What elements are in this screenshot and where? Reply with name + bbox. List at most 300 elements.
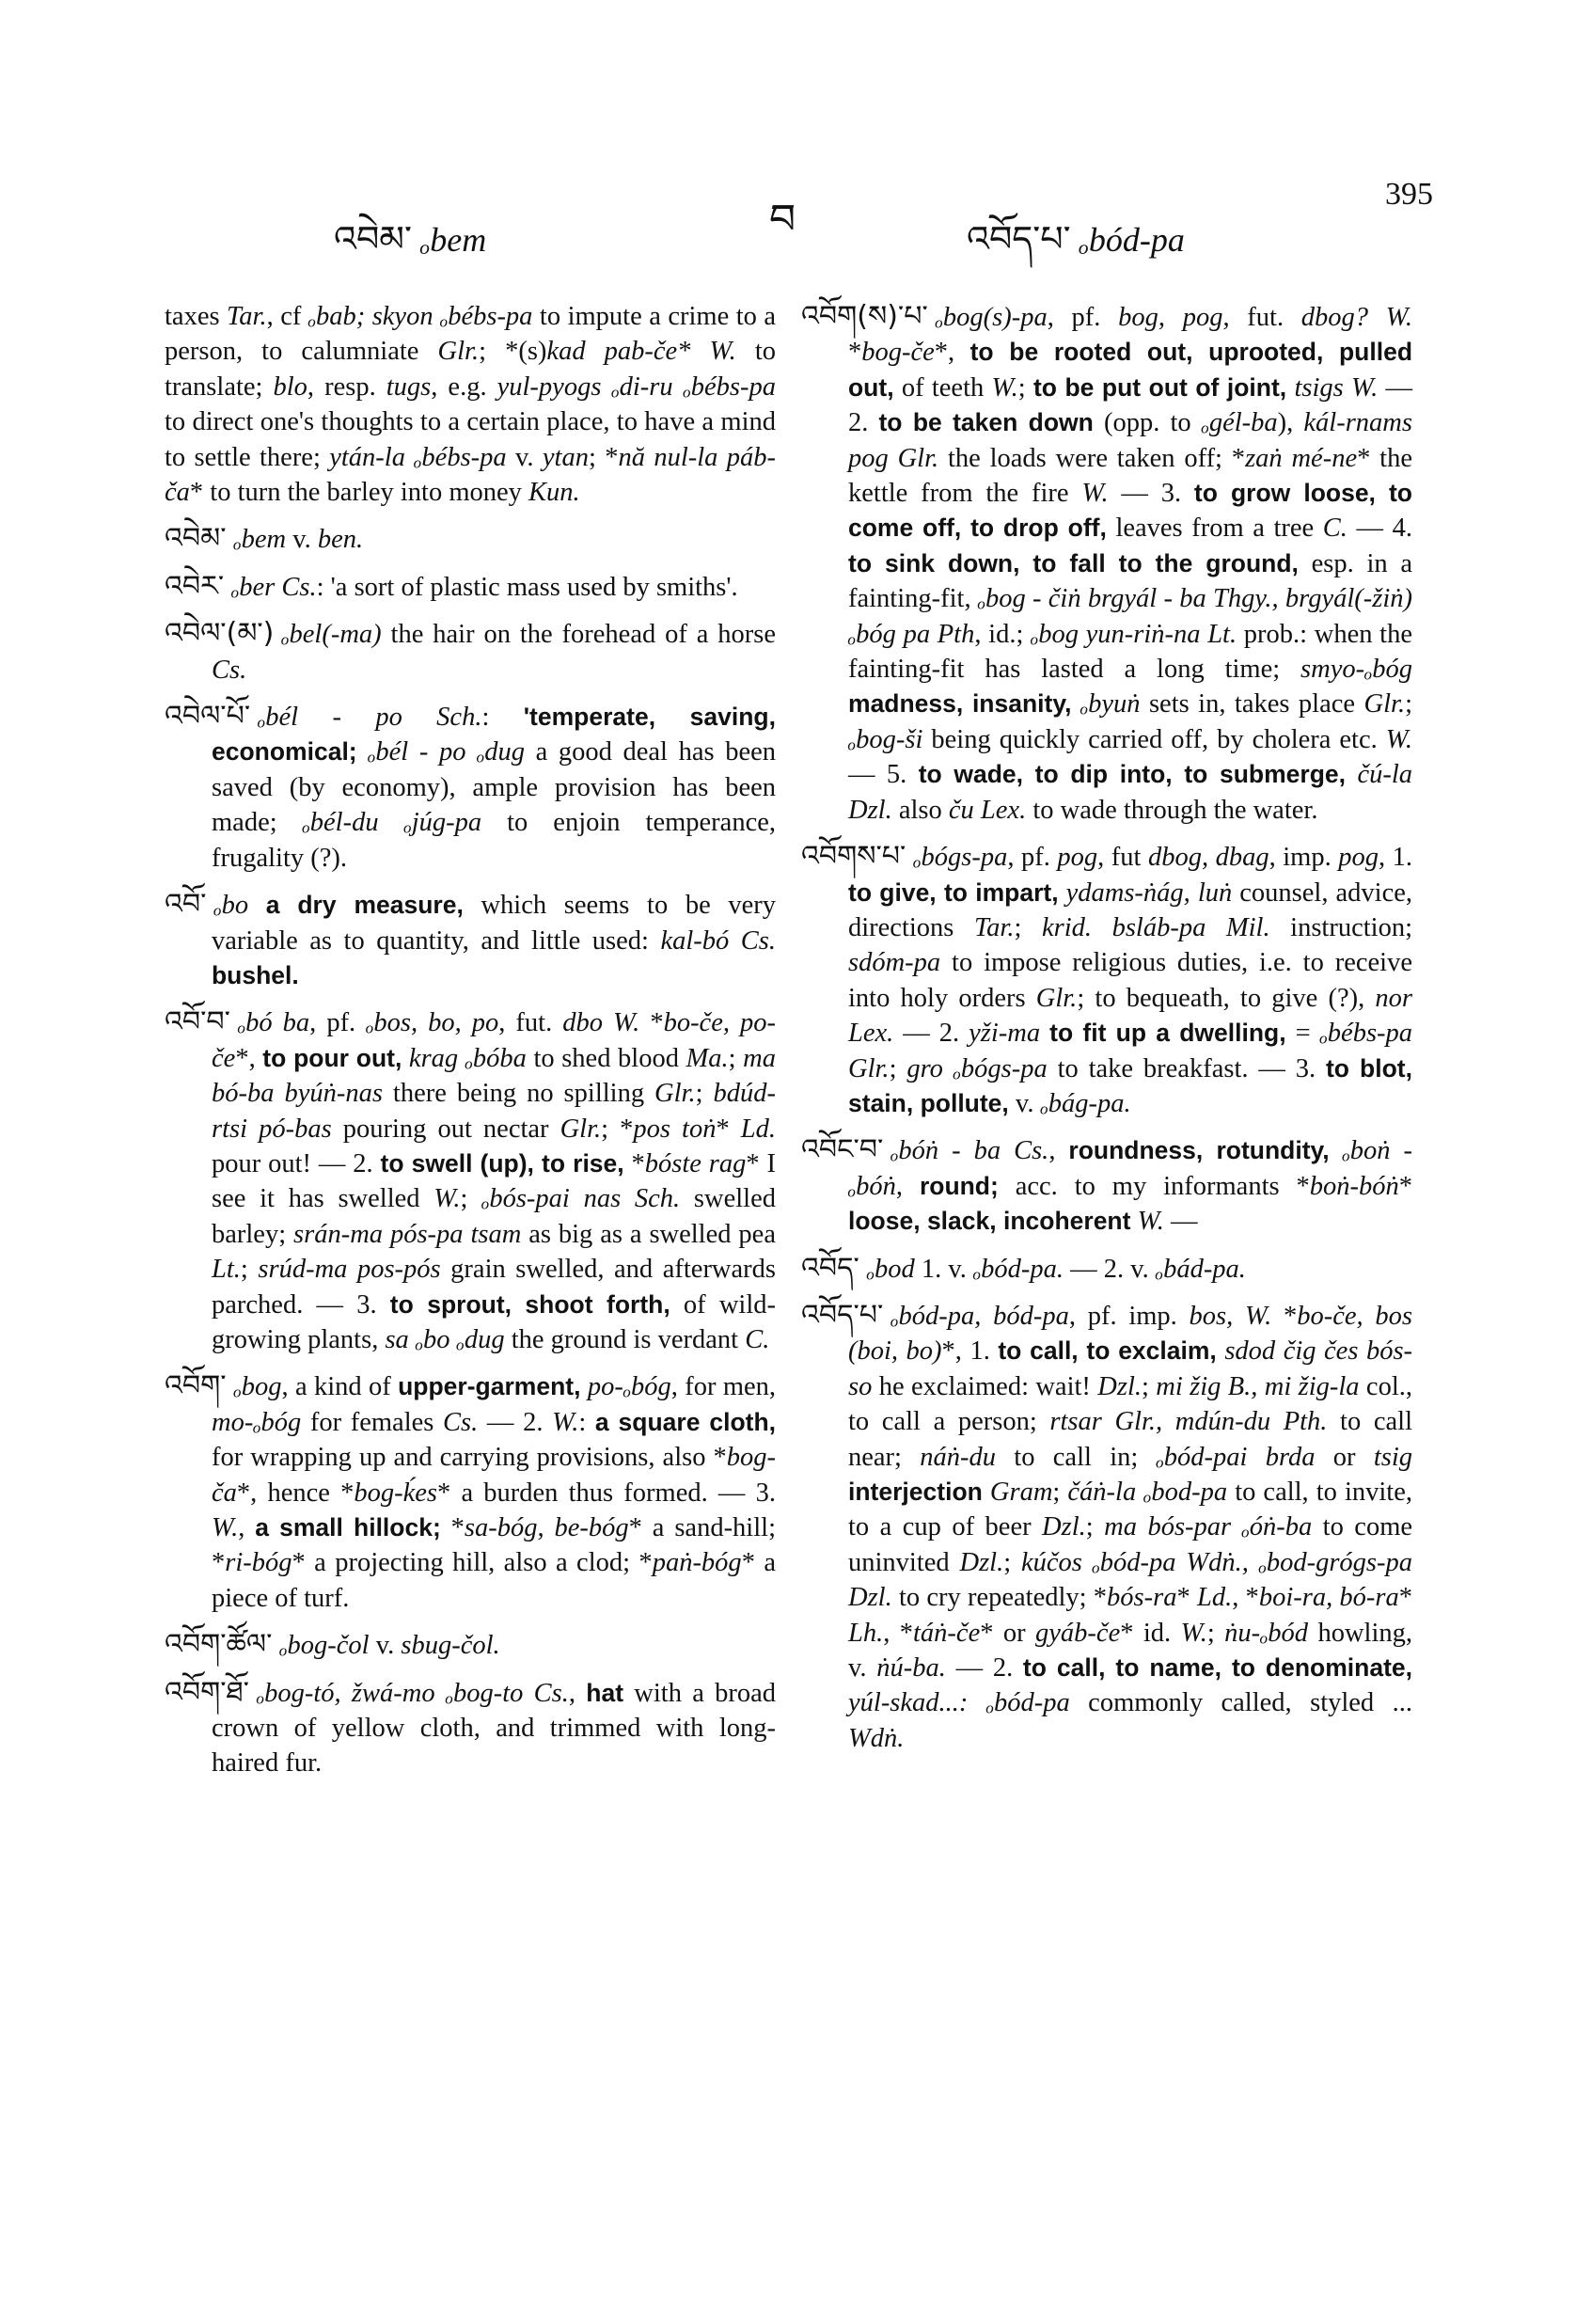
entry-text: — 2. <box>848 372 1413 438</box>
entry-translit-italic: yúl-skad...: ₒbód-pa <box>848 1688 1070 1718</box>
entry-text: ; <box>1142 1371 1157 1401</box>
running-head-right <box>967 218 1185 261</box>
entry-text: there being no spilling <box>382 1079 655 1109</box>
entry-text: , pf. <box>1007 843 1058 873</box>
entry-translit-italic: ydams-ṅág, luṅ <box>1065 877 1233 908</box>
entry-text: * id. <box>1120 1618 1181 1648</box>
entry-translit-italic: Dzl. <box>959 1547 1004 1577</box>
entry-text: — 3. <box>1108 479 1194 509</box>
entry-text: * <box>440 1513 465 1542</box>
entry-text: * <box>716 1114 741 1144</box>
entry-headword-tibetan: འབོག་ཚོལ་ <box>165 1628 273 1662</box>
entry-translit-italic: ma bó-ba byúṅ-nas <box>212 1043 776 1109</box>
entry-text: ; to bequeath, to give (?), <box>1077 983 1376 1013</box>
right-column <box>801 299 1412 1767</box>
entry-translit-italic: ₒbód-pa. <box>973 1254 1064 1284</box>
entry-translit-italic: Tar. <box>973 912 1015 942</box>
entry-text: sets in, takes place <box>1140 689 1364 719</box>
entry-text: * a burden thus formed. — 3. <box>437 1478 776 1508</box>
entry-translit-italic: kúčos ₒbód-pa Wdṅ., ₒbod-grógs-pa Dzl. <box>848 1547 1412 1613</box>
entry-definition-bold: round; <box>919 1171 999 1200</box>
entry-translit-italic: yži-ma <box>969 1019 1041 1049</box>
entry-text: ; <box>240 1255 259 1285</box>
entry-translit-italic: po-ₒbóg <box>587 1372 671 1402</box>
entry-text: being quickly carried off, by cholera etc. <box>922 724 1386 754</box>
entry-text: , <box>1048 1136 1069 1166</box>
entry-translit-italic: ₒbyuṅ <box>1080 689 1141 719</box>
entry-text <box>402 1044 409 1073</box>
entry-translit-italic: Kun. <box>528 478 580 508</box>
entry-translit-italic: ₒbem <box>233 525 287 555</box>
entry-translit-italic: Dzl. <box>1042 1512 1086 1542</box>
entry-text: * <box>1398 1171 1412 1201</box>
entry-text <box>1346 760 1357 789</box>
dictionary-entry <box>165 1368 776 1616</box>
entry-translit-italic: Glr. <box>1035 983 1078 1013</box>
entry-text: commonly called, styled ... <box>1069 1688 1412 1718</box>
entry-translit-italic: ₒbós-pai nas Sch. <box>481 1184 681 1214</box>
entry-text: : <box>481 703 524 733</box>
entry-text: ; <box>1405 689 1412 719</box>
entry-text <box>1059 878 1066 908</box>
entry-text: : <box>578 1407 595 1437</box>
entry-translit-italic: ma bós-par ₒóṅ-ba <box>1104 1512 1313 1542</box>
entry-translit-italic: Glr. <box>654 1079 696 1109</box>
entry-text: , for men, <box>670 1372 777 1402</box>
entry-translit-italic: bos, W. <box>1189 1301 1272 1331</box>
entry-text: to cry repeatedly; * <box>891 1583 1108 1613</box>
entry-text: v. <box>369 1631 402 1661</box>
entry-text: ; <box>889 1053 907 1083</box>
entry-translit-italic: bog-ḱes <box>354 1478 437 1508</box>
entry-definition-bold: a dry measure, <box>265 891 464 920</box>
entry-translit-italic: ₒbab; skyon ₒbébs-pa <box>307 302 533 331</box>
entry-translit-italic: W. <box>1137 1207 1164 1237</box>
entry-headword-tibetan: འབོག་ <box>165 1369 227 1403</box>
entry-definition-bold: bushel. <box>212 960 299 989</box>
entry-definition-bold: to sink down, to fall to the ground, <box>848 548 1299 577</box>
entry-translit-italic: ₒbó ba <box>237 1008 310 1038</box>
entry-translit-italic: boi-ra, bó-ra <box>1258 1583 1399 1613</box>
entry-text: , <box>238 1513 256 1542</box>
entry-translit-italic: sa-bóg, be-bóg <box>464 1513 629 1542</box>
entry-text: leaves from a tree <box>1106 514 1323 544</box>
entry-text: howling, v. <box>848 1618 1413 1684</box>
entry-translit-italic: sdod čig čes bós-so <box>848 1336 1413 1401</box>
entry-translit-italic: dbo W. <box>562 1008 640 1038</box>
entry-text: to enjoin temperance, frugality (?). <box>212 808 776 873</box>
entry-translit-italic: smyo-ₒbóg <box>1300 655 1412 685</box>
entry-translit-italic: ₒbog yun-riṅ-na Lt. <box>1031 619 1237 649</box>
entry-translit-italic: Ld. <box>1196 1583 1233 1613</box>
entry-definition-bold: to be put out of joint, <box>1032 372 1287 402</box>
entry-text: to wade through the water. <box>1026 795 1318 825</box>
section-letter: བ <box>769 197 796 243</box>
entry-text: instruction; <box>1269 912 1412 942</box>
entry-translit-italic: čáṅ-la ₒbod-pa <box>1067 1478 1228 1507</box>
entry-headword-tibetan: འབོ་བ་ <box>165 1005 230 1039</box>
entry-text: , pf. <box>1047 303 1119 332</box>
entry-definition-bold: to call, to exclaim, <box>998 1336 1217 1366</box>
entry-translit-italic: kad pab-če* <box>546 337 691 367</box>
entry-translit-italic: ytán-la ₒbébs-pa <box>329 442 507 472</box>
entry-text: to take breakfast. — 3. <box>1047 1053 1326 1083</box>
entry-text: pouring out nectar <box>331 1114 560 1144</box>
entry-definition-bold: a square cloth, <box>594 1407 777 1436</box>
entry-text: * <box>1271 1301 1298 1331</box>
entry-translit-italic: mo-ₒbóg <box>212 1407 302 1437</box>
entry-text: , cf <box>266 302 308 331</box>
entry-text: — 2. <box>478 1407 553 1437</box>
entry-translit-italic: Glr. <box>1363 689 1406 719</box>
entry-translit-italic: ₒbél-du ₒjúg-pa <box>302 808 482 838</box>
entry-definition-bold: to be taken down <box>878 408 1094 437</box>
entry-text: counsel, advice, directions <box>848 877 1412 942</box>
entry-text: ; * <box>601 1114 634 1144</box>
entry-text: *, <box>235 1043 263 1073</box>
entry-translit-italic: pog <box>1057 843 1098 873</box>
entry-translit-italic: Glr. <box>437 337 480 367</box>
entry-text: , a kind of <box>281 1372 399 1402</box>
entry-text: ), <box>1277 408 1304 438</box>
entry-text: ; <box>1003 1547 1021 1577</box>
entry-text: a good deal has been saved (by economy), ample provision has been made; <box>212 737 776 838</box>
entry-translit-italic: W. <box>1385 724 1412 754</box>
entry-translit-italic: ṅú-ba. <box>876 1653 946 1684</box>
entry-headword-tibetan: འབེར་ <box>165 569 225 603</box>
entry-definition-bold: to pour out, <box>262 1043 402 1072</box>
entry-text: * <box>1398 1583 1412 1613</box>
entry-translit-italic: ₒber <box>231 572 276 602</box>
entry-translit-italic: sa ₒbo ₒdug <box>385 1324 505 1354</box>
entry-text: ; *(s) <box>479 337 547 367</box>
entry-text: esp. in a fainting-fit, <box>848 548 1412 614</box>
entry-definition-bold: to swell (up), to rise, <box>380 1148 624 1178</box>
entry-text: as big as a swelled pea <box>521 1219 776 1249</box>
entry-text: , resp. <box>307 372 386 402</box>
entry-translit-italic: boṅ-bóṅ <box>1309 1171 1399 1201</box>
entry-translit-italic: kál-rnams pog Glr. <box>848 408 1412 473</box>
entry-translit-italic: ₒgél-ba <box>1201 408 1278 438</box>
dictionary-entry <box>165 299 776 510</box>
entry-text <box>357 737 369 767</box>
entry-text: * a piece of turf. <box>212 1548 776 1613</box>
entry-translit-italic: ₒbág-pa. <box>1040 1088 1131 1118</box>
entry-translit-italic: sbug-čol. <box>401 1631 500 1661</box>
entry-translit-italic: ču Lex. <box>948 795 1027 825</box>
entry-translit-italic: C. <box>1322 514 1347 544</box>
entry-definition-bold: loose, slack, incoherent <box>848 1207 1131 1236</box>
entry-definition-bold: to grow loose, to come off, to drop off, <box>848 479 1412 543</box>
entry-text: , <box>568 1678 587 1708</box>
entry-translit-italic: ytan <box>542 442 589 472</box>
entry-translit-italic: bo-če, po-če <box>212 1008 776 1073</box>
entry-text: ; <box>1052 1478 1068 1507</box>
entry-translit-italic: ₒbébs-pa Glr. <box>848 1019 1413 1083</box>
entry-translit-italic: ₒbog-ši <box>848 724 923 754</box>
entry-text: of teeth <box>893 372 992 403</box>
dictionary-entry <box>801 839 1412 1121</box>
dictionary-entry <box>165 1675 776 1781</box>
entry-translit-italic: bóste rag <box>644 1148 747 1178</box>
entry-text: v. <box>286 525 318 555</box>
entry-text: the ground is verdant <box>504 1324 746 1354</box>
entry-translit-italic: ₒbod <box>866 1254 915 1284</box>
entry-translit-italic: ₒbos, bo, po <box>366 1008 499 1038</box>
entry-text <box>690 337 709 366</box>
entry-translit-italic: Glr. <box>559 1114 602 1144</box>
entry-translit-italic: Lh. <box>848 1618 884 1648</box>
entry-translit-italic: ben. <box>317 525 364 555</box>
entry-text: for females <box>301 1407 444 1437</box>
entry-headword-tibetan: འབོགས་པ་ <box>801 840 906 874</box>
entry-text: * the kettle from the fire <box>848 443 1413 509</box>
entry-text: : 'a sort of plastic mass used by smiths'. <box>316 572 738 602</box>
entry-text: which seems to be very variable as to quantity, and little used: <box>212 891 776 956</box>
page-number: 395 <box>1385 177 1433 212</box>
entry-text: of wild-growing plants, <box>212 1289 776 1354</box>
entry-text <box>1330 1136 1343 1165</box>
entry-translit-italic: tsigs W. <box>1294 372 1379 403</box>
entry-text: *, 1. <box>941 1336 999 1367</box>
running-head-left-translit: ₒbem <box>419 221 487 259</box>
entry-text: , 1. <box>1378 843 1413 873</box>
left-column <box>165 299 776 1793</box>
entry-text: , pf. imp. <box>1068 1301 1190 1331</box>
entry-definition-bold: to be rooted out, uprooted, pulled out, <box>848 338 1413 402</box>
entry-text: , fut. <box>498 1008 563 1038</box>
entry-text: grain swelled, and afterwards parched. — 3. <box>212 1255 776 1320</box>
entry-translit-italic: Dzl. <box>1097 1371 1142 1401</box>
entry-headword-tibetan: འབེམ་ <box>165 522 227 556</box>
entry-text: = <box>1285 1019 1320 1049</box>
entry-text: with a broad crown of yellow cloth, and trimmed with long-haired fur. <box>212 1678 777 1779</box>
entry-translit-italic: čú-la Dzl. <box>848 760 1412 825</box>
entry-text: to impute a crime to a person, to calumniate <box>165 302 776 367</box>
entry-text: taxes <box>165 302 228 331</box>
entry-headword-tibetan: འབེལ་པོ་ <box>165 700 251 734</box>
entry-headword-tibetan: འབོག(ས)་པ་ <box>801 300 928 333</box>
entry-text: prob.: when the fainting-fit has lasted a long time; <box>848 619 1412 685</box>
entry-translit-italic: ₒbód-pai brda <box>1156 1442 1316 1472</box>
entry-translit-italic: bdúd-rtsi pó-bas <box>212 1079 776 1144</box>
entry-translit-italic: bós-ra <box>1107 1583 1177 1613</box>
entry-text <box>983 1478 990 1507</box>
entry-text: — 5. <box>848 760 919 790</box>
entry-translit-italic: ₒbóṅ - ba Cs. <box>890 1136 1049 1166</box>
entry-headword-tibetan: འབོ་ <box>165 888 207 922</box>
entry-text: (opp. to <box>1093 408 1202 438</box>
entry-translit-italic: krag ₒbóba <box>408 1043 527 1073</box>
entry-translit-italic: W. <box>1081 479 1109 509</box>
entry-translit-italic: ₒbél - po ₒdug <box>368 737 525 767</box>
entry-text: , fut <box>1097 843 1148 873</box>
running-head-right-translit: ₒbód-pa <box>1079 221 1185 259</box>
running-head-right-tibetan: འབོད་པ་ <box>967 218 1071 260</box>
dictionary-entry <box>801 1298 1412 1756</box>
entry-translit-italic: bog-ča <box>212 1443 776 1508</box>
entry-translit-italic: tugs <box>386 372 432 402</box>
entry-translit-italic: srán-ma pós-pa tsam <box>293 1219 522 1249</box>
entry-text: — <box>1163 1207 1198 1237</box>
entry-text <box>1130 1207 1137 1236</box>
entry-text: to direct one's thoughts to a certain place, to have a mind to settle there; <box>165 407 776 472</box>
entry-text: ; <box>1014 912 1042 942</box>
entry-text: , * <box>883 1618 914 1648</box>
entry-translit-italic: rtsar Glr., mdún-du Pth. <box>1049 1407 1328 1437</box>
dictionary-entry <box>801 299 1412 828</box>
entry-text: to call near; <box>848 1407 1412 1472</box>
entry-translit-italic: ₒboṅ - ₒbóṅ <box>848 1136 1413 1201</box>
entry-text: * a projecting hill, also a clod; * <box>292 1548 653 1578</box>
entry-translit-italic: ₒbo <box>213 891 249 921</box>
entry-definition-bold: upper-garment, <box>398 1372 581 1401</box>
entry-text: * I see it has swelled <box>212 1148 777 1214</box>
entry-text: to shed blood <box>526 1043 686 1073</box>
entry-translit-italic: Tar. <box>227 302 267 331</box>
entry-translit-italic: W. <box>1180 1618 1207 1648</box>
entry-text: col., to call a person; <box>848 1371 1412 1437</box>
entry-text: , imp. <box>1269 843 1339 873</box>
entry-text: * a sand-hill; * <box>212 1513 776 1578</box>
entry-text: for wrapping up and carrying provisions, also * <box>212 1443 727 1473</box>
entry-text: to translate; <box>165 337 777 402</box>
entry-translit-italic: W. <box>433 1184 461 1214</box>
entry-definition-bold: to call, to name, to denominate, <box>1022 1653 1412 1683</box>
entry-translit-italic: nă nul-la páb-ča <box>165 442 776 508</box>
entry-text <box>248 891 266 920</box>
entry-translit-italic: W. <box>552 1407 579 1437</box>
entry-definition-bold: to sprout, shoot forth, <box>389 1289 670 1319</box>
entry-translit-italic: krid. bsláb-pa Mil. <box>1041 912 1270 942</box>
entry-text: to call in; <box>996 1442 1157 1472</box>
entry-text: , e.g. <box>431 372 497 402</box>
dictionary-entry <box>165 521 776 557</box>
entry-definition-bold: a small hillock; <box>255 1513 441 1541</box>
entry-translit-italic: nor Lex. <box>848 983 1412 1049</box>
entry-text: — 2. <box>945 1653 1023 1684</box>
entry-definition-bold: to blot, stain, pollute, <box>848 1053 1412 1117</box>
entry-definition-bold: to give, to impart, <box>848 877 1059 907</box>
entry-translit-italic: Wdṅ. <box>848 1723 905 1753</box>
entry-translit-italic: Ld. <box>740 1114 777 1144</box>
dictionary-entry <box>165 569 776 605</box>
entry-translit-italic: W. <box>991 372 1018 403</box>
entry-translit-italic: Cs. <box>443 1407 479 1437</box>
entry-translit-italic: ₒbód-pa, bód-pa <box>890 1301 1069 1331</box>
entry-translit-italic: sdóm-pa <box>848 948 941 978</box>
entry-text: * or <box>980 1618 1036 1648</box>
entry-definition-bold: hat <box>586 1678 624 1707</box>
entry-text: — 2. <box>893 1019 969 1049</box>
entry-translit-italic: srúd-ma pos-pós <box>258 1255 441 1285</box>
entry-text: , <box>895 1171 920 1201</box>
entry-text: , fut. <box>1222 303 1301 332</box>
entry-definition-bold: madness, insanity, <box>848 689 1072 719</box>
entry-translit-italic: tsig <box>1373 1442 1413 1472</box>
entry-translit-italic: ₒbog-tó, žwá-mo ₒbog-to Cs. <box>256 1678 569 1708</box>
entry-text: ; <box>1017 372 1033 403</box>
entry-text: ; <box>728 1043 744 1073</box>
entry-translit-italic: ri-bóg <box>225 1548 292 1578</box>
entry-translit-italic: Cs. <box>212 655 247 685</box>
entry-headword-tibetan: འབོང་བ་ <box>801 1133 884 1167</box>
entry-translit-italic: Gram <box>989 1478 1053 1507</box>
entry-translit-italic: ₒbog(s)-pa <box>935 303 1048 332</box>
entry-translit-italic: paṅ-bóg <box>652 1548 742 1578</box>
entry-translit-italic: C. <box>745 1324 770 1354</box>
entry-text: the loads were taken off; * <box>938 443 1246 473</box>
running-head-left-tibetan: འབེམ་ <box>334 218 412 260</box>
entry-translit-italic: mi žig B., mi žig-la <box>1156 1371 1360 1401</box>
entry-translit-italic: ₒbog-čol <box>279 1631 370 1661</box>
entry-translit-italic: zaṅ mé-ne <box>1245 443 1358 473</box>
entry-translit-italic: ṅu-ₒbód <box>1224 1618 1309 1648</box>
entry-text: 1. v. <box>914 1254 973 1284</box>
entry-text: to impose religious duties, i.e. to receive into holy orders <box>848 948 1412 1013</box>
entry-translit-italic: náṅ-du <box>920 1442 997 1472</box>
entry-text: also <box>891 795 949 825</box>
entry-translit-italic: gro ₒbógs-pa <box>906 1053 1048 1083</box>
running-head-left <box>334 218 486 261</box>
entry-definition-bold: to fit up a dwelling, <box>1049 1019 1286 1048</box>
entry-text: — 2. v. <box>1064 1254 1156 1284</box>
entry-definition-bold: interjection <box>848 1478 983 1506</box>
entry-headword-tibetan: འབོག་ཐོ་ <box>165 1675 249 1709</box>
entry-text <box>580 1372 587 1401</box>
entry-text <box>1040 1019 1049 1048</box>
entry-text: * <box>639 1008 664 1038</box>
entry-text: the hair on the forehead of a horse <box>381 620 776 650</box>
entry-text: * <box>623 1148 645 1178</box>
entry-text: to come uninvited <box>848 1512 1413 1577</box>
entry-text: ; <box>695 1079 714 1109</box>
dictionary-entry <box>165 1004 776 1357</box>
entry-text: *, <box>934 338 970 368</box>
entry-translit-italic: pog <box>1338 843 1379 873</box>
entry-text: * <box>1176 1583 1197 1613</box>
entry-headword-tibetan: འབོད་ <box>801 1251 859 1285</box>
entry-translit-italic: Ma. <box>686 1043 729 1073</box>
entry-translit-italic: bog-če <box>861 338 935 368</box>
entry-text: v. <box>1008 1088 1041 1118</box>
entry-translit-italic: dbog, dbag <box>1147 843 1269 873</box>
entry-text: or <box>1315 1442 1374 1472</box>
entry-translit-italic: yul-pyogs ₒdi-ru ₒbébs-pa <box>496 372 776 402</box>
entry-translit-italic: kal-bó Cs. <box>660 925 776 956</box>
entry-translit-italic: ₒbád-pa. <box>1155 1254 1246 1284</box>
entry-text: he exclaimed: wait! <box>872 1371 1098 1401</box>
dictionary-entry <box>165 1627 776 1663</box>
entry-text: ; * <box>588 442 619 472</box>
entry-text: , pf. <box>309 1008 367 1038</box>
entry-text <box>1071 689 1080 719</box>
dictionary-entry <box>165 887 776 993</box>
entry-text: ; <box>460 1184 482 1214</box>
entry-text: swelled barley; <box>212 1184 776 1249</box>
dictionary-entry <box>801 1251 1412 1287</box>
entry-text: — 4. <box>1347 514 1413 544</box>
entry-text: , * <box>1232 1583 1259 1613</box>
entry-text: * to turn the barley into money <box>189 478 529 508</box>
dictionary-entry <box>801 1132 1412 1239</box>
entry-translit-italic: dbog? W. <box>1300 303 1413 332</box>
entry-text: v. <box>506 442 543 472</box>
entry-text: , id.; <box>974 619 1032 649</box>
entry-translit-italic: ₒbog - čiṅ brgyál - ba Thgy., brgyál(-žiṅ) ₒbóg pa Pth <box>848 584 1412 649</box>
entry-translit-italic: blo <box>273 372 307 402</box>
entry-definition-bold: to wade, to dip into, to submerge, <box>918 760 1347 789</box>
